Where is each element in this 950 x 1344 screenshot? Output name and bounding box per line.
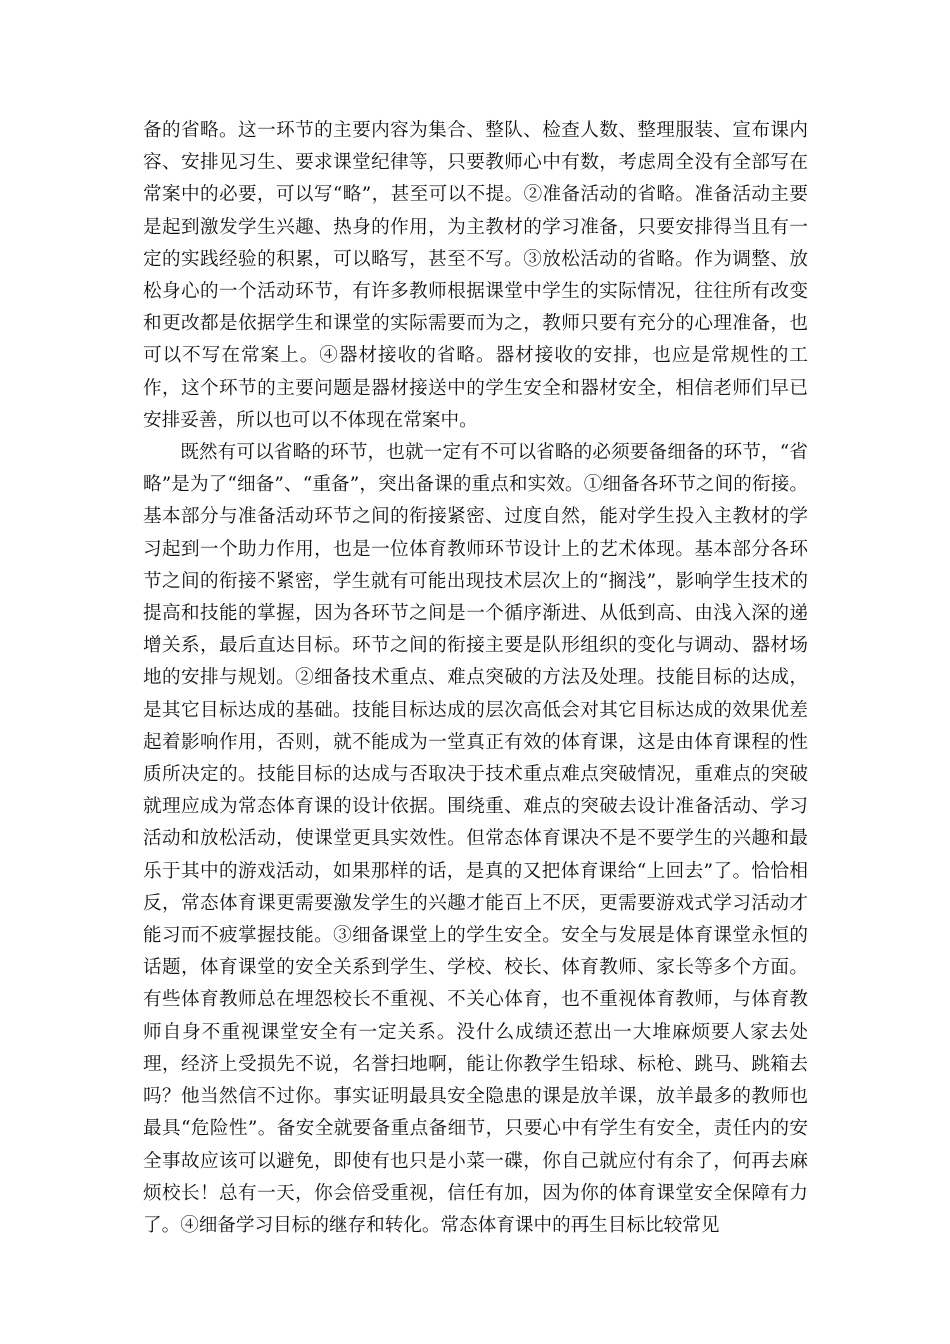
- paragraph-continued: 备的省略。这一环节的主要内容为集合、整队、检查人数、整理服装、宣布课内容、安排见习生、要求课堂纪律等，只要教师心中有数，考虑周全没有全部写在常案中的必要，可以写“略”，甚至可以不提。②准备活动的省略。准备活动主要是起到激发学生兴趣、热身的作用，为主教材的学习准备，只要安排得当且有一定的实践经验的积累，可以略写，甚至不写。③放松活动的省略。作为调整、放松身心的一个活动环节，有许多教师根据课堂中学生的实际情况，往往所有改变和更改都是依据学生和课堂的实际需要而为之，教师只要有充分的心理准备，也可以不写在常案上。④器材接收的省略。器材接收的安排，也应是常规性的工作，这个环节的主要问题是器材接送中的学生安全和器材安全，相信老师们早已安排妥善，所以也可以不体现在常案中。: [143, 120, 808, 431]
- document-page: [143, 115, 808, 1242]
- paragraph-detailed-preparation: 既然有可以省略的环节，也就一定有不可以省略的必须要备细备的环节，“省略”是为了“细备”、“重备”，突出备课的重点和实效。①细备各环节之间的衔接。基本部分与准备活动环节之间的衔接紧密、过度自然，能对学生投入主教材的学习起到一个助力作用，也是一位体育教师环节设计上的艺术体现。基本部分各环节之间的衔接不紧密，学生就有可能出现技术层次上的“搁浅”，影响学生技术的提高和技能的掌握，因为各环节之间是一个循序渐进、从低到高、由浅入深的递增关系，最后直达目标。环节之间的衔接主要是队形组织的变化与调动、器材场地的安排与规划。②细备技术重点、难点突破的方法及处理。技能目标的达成，是其它目标达成的基础。技能目标达成的层次高低会对其它目标达成的效果优差起着影响作用，否则，就不能成为一堂真正有效的体育课，这是由体育课程的性质所决定的。技能目标的达成与否取决于技术重点难点突破情况，重难点的突破就理应成为常态体育课的设计依据。围绕重、难点的突破去设计准备活动、学习活动和放松活动，使课堂更具实效性。但常态体育课决不是不要学生的兴趣和最乐于其中的游戏活动，如果那样的话，是真的又把体育课给“上回去”了。恰恰相反，常态体育课更需要激发学生的兴趣才能百上不厌，更需要游戏式学习活动才能习而不疲掌握技能。③细备课堂上的学生安全。安全与发展是体育课堂永恒的话题，体育课堂的安全关系到学生、学校、校长、体育教师、家长等多个方面。有些体育教师总在埋怨校长不重视、不关心体育，也不重视体育教师，与体育教师自身不重视课堂安全有一定关系。没什么成绩还惹出一大堆麻烦要人家去处理，经济上受损先不说，名誉扫地啊，能让你教学生铅球、标枪、跳马、跳箱去吗？他当然信不过你。事实证明最具安全隐患的课是放羊课，放羊最多的教师也最具“危险性”。备安全就要备重点备细节，只要心中有学生有安全，责任内的安全事故应该可以避免，即使有也只是小菜一碟，你自己就应付有余了，何再去麻烦校长！总有一天，你会倍受重视，信任有加，因为你的体育课堂安全保障有力了。④细备学习目标的继存和转化。常态体育课中的再生目标比较常见: [143, 442, 808, 1236]
